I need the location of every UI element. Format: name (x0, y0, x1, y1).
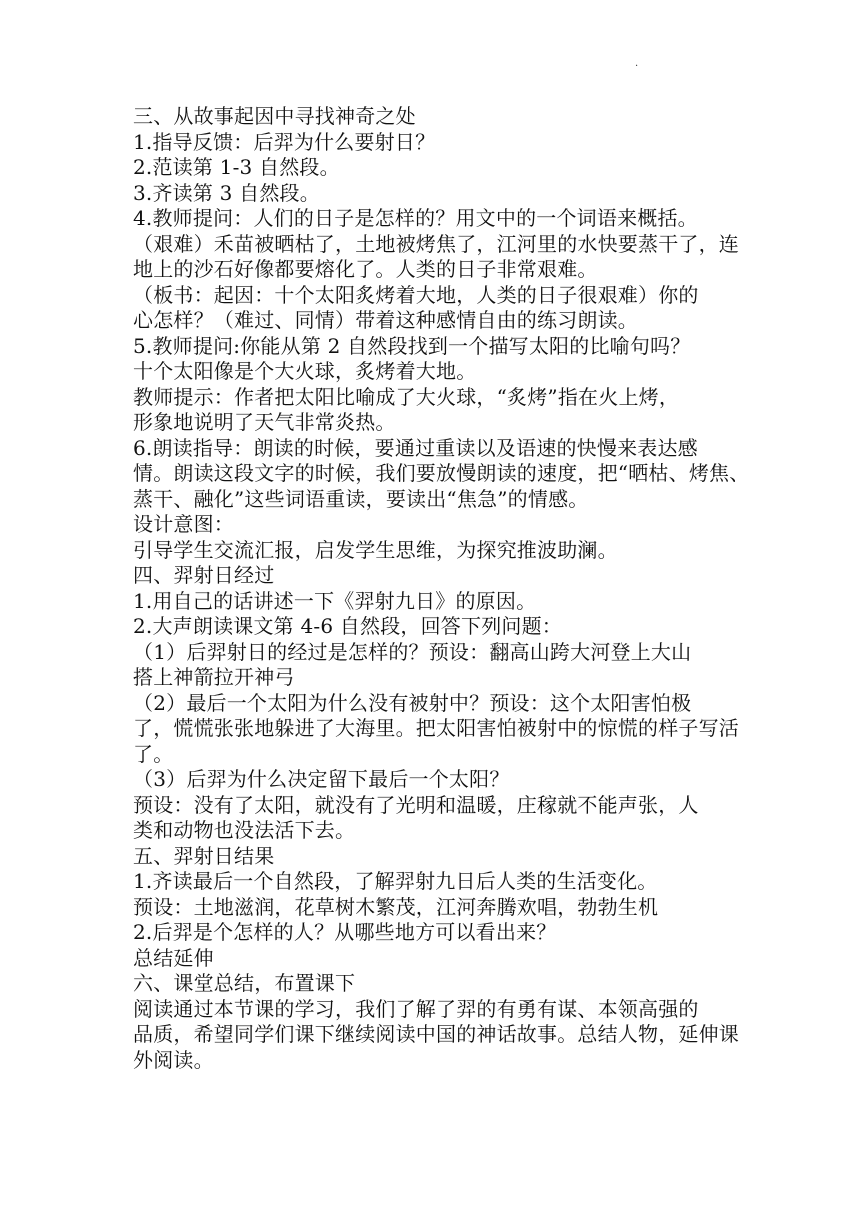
text-line: 预设：没有了太阳，就没有了光明和温暖，庄稼就不能声张，人 (133, 792, 699, 817)
text-line: 六、课堂总结，布置课下 (133, 971, 356, 995)
text-line: 情。朗读这段文字的时候，我们要放慢朗读的速度，把“晒枯、烤焦、 (133, 461, 750, 485)
text-line: 2.后羿是个怎样的人？从哪些地方可以看出来？ (133, 920, 557, 944)
text-line: （板书：起因：十个太阳炙烤着大地，人类的日子很艰难）你的 (133, 282, 699, 307)
text-line: 3.齐读第 3 自然段。 (133, 180, 320, 205)
text-line: 搭上神箭拉开神弓 (133, 665, 295, 689)
text-line: （3）后羿为什么决定留下最后一个太阳？ (133, 767, 510, 791)
text-line: 四、羿射日经过 (133, 563, 275, 587)
text-line: 4.教师提问：人们的日子是怎样的？用文中的一个词语来概括。 (133, 206, 698, 230)
text-line: 类和动物也没法活下去。 (133, 818, 356, 842)
document-body (133, 104, 750, 1073)
text-line: 教师提示：作者把太阳比喻成了大火球，“炙烤”指在火上烤， (133, 384, 680, 409)
text-line: 1.指导反馈：后羿为什么要射日？ (133, 129, 436, 154)
text-line: 了。 (133, 741, 174, 766)
text-line: 十个太阳像是个大火球，炙烤着大地。 (133, 359, 477, 383)
text-line: 外阅读。 (133, 1047, 214, 1072)
text-line: （艰难）禾苗被晒枯了，土地被烤焦了，江河里的水快要蒸干了，连 (133, 231, 739, 256)
text-line: 三、从故事起因中寻找神奇之处 (133, 104, 416, 128)
text-line: 2.范读第 1-3 自然段。 (133, 155, 340, 179)
page-mark: . (635, 58, 639, 69)
text-line: 地上的沙石好像都要熔化了。人类的日子非常艰难。 (133, 257, 598, 281)
text-line: 形象地说明了天气非常炎热。 (133, 410, 396, 434)
text-line: 心怎样？（难过、同情）带着这种感情自由的练习朗读。 (133, 308, 638, 332)
text-line: 了，慌慌张张地躲进了大海里。把太阳害怕被射中的惊慌的样子写活 (133, 716, 739, 740)
text-line: 6.朗读指导：朗读的时候，要通过重读以及语速的快慢来表达感 (133, 435, 698, 460)
text-line: 品质，希望同学们课下继续阅读中国的神话故事。总结人物，延伸课 (133, 1022, 739, 1046)
text-line: 五、羿射日结果 (133, 843, 275, 868)
text-line: 蒸干、融化”这些词语重读，要读出“焦急”的情感。 (133, 486, 589, 511)
text-line: 5.教师提问:你能从第 2 自然段找到一个描写太阳的比喻句吗？ (133, 333, 691, 358)
text-line: 引导学生交流汇报，启发学生思维，为探究推波助澜。 (133, 537, 618, 562)
text-line: 1.用自己的话讲述一下《羿射九日》的原因。 (133, 588, 537, 613)
text-line: 1.齐读最后一个自然段，了解羿射九日后人类的生活变化。 (133, 869, 658, 893)
text-line: （2）最后一个太阳为什么没有被射中？预设：这个太阳害怕极 (133, 690, 692, 715)
text-line: 阅读通过本节课的学习，我们了解了羿的有勇有谋、本领高强的 (133, 996, 699, 1021)
text-line: 设计意图： (133, 512, 234, 536)
text-line: 2.大声朗读课文第 4-6 自然段，回答下列问题： (133, 614, 563, 638)
text-line: 总结延伸 (133, 945, 214, 970)
text-line: （1）后羿射日的经过是怎样的？预设：翻高山跨大河登上大山 (133, 639, 692, 664)
text-line: 预设：土地滋润，花草树木繁茂，江河奔腾欢唱，勃勃生机 (133, 894, 659, 919)
